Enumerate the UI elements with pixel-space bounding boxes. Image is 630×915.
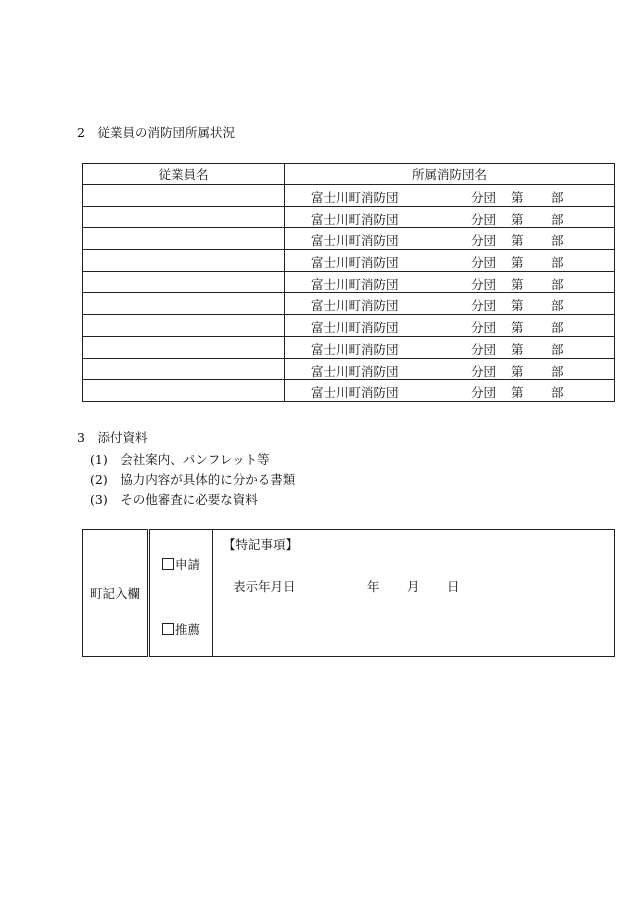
table-row xyxy=(83,271,615,293)
table-row xyxy=(83,358,615,380)
recommend-checkbox[interactable] xyxy=(162,620,200,638)
application-type-cell xyxy=(149,530,213,657)
brigade-corps-text: 富士川町消防団 xyxy=(311,363,399,379)
brigade-branch-text: 分団 xyxy=(471,190,497,205)
brigade-corps-text: 富士川町消防団 xyxy=(311,385,399,401)
brigade-dai-text: 第 xyxy=(511,341,524,357)
brigade-corps-text: 富士川町消防団 xyxy=(311,255,399,271)
employee-fire-brigade-table xyxy=(82,163,615,402)
brigade-bu-text: 部 xyxy=(551,190,564,205)
brigade-bu-text: 部 xyxy=(551,341,564,357)
display-date-label: 表示年月日 xyxy=(233,579,296,594)
brigade-cell xyxy=(285,250,615,272)
employee-name-cell[interactable] xyxy=(83,250,285,272)
brigade-branch-text: 分団 xyxy=(471,320,497,336)
header-brigade-name: 所属消防団名 xyxy=(285,164,615,185)
town-use-label: 町記入欄 xyxy=(83,530,149,657)
brigade-branch-text: 分団 xyxy=(471,255,497,271)
section3-heading: 3 添付資料 xyxy=(77,430,148,445)
brigade-cell xyxy=(285,336,615,358)
brigade-dai-text: 第 xyxy=(511,211,524,227)
employee-name-cell[interactable] xyxy=(83,293,285,315)
town-use-box xyxy=(82,529,615,657)
attachment-item-2: (2) 協力内容が具体的に分かる書類 xyxy=(90,472,296,487)
year-label: 年 xyxy=(367,579,380,594)
brigade-branch-text: 分団 xyxy=(471,363,497,379)
brigade-corps-text: 富士川町消防団 xyxy=(311,211,399,227)
brigade-branch-text: 分団 xyxy=(471,341,497,357)
header-employee-name: 従業員名 xyxy=(83,164,285,185)
employee-name-cell[interactable] xyxy=(83,336,285,358)
employee-name-cell[interactable] xyxy=(83,358,285,380)
brigade-dai-text: 第 xyxy=(511,276,524,292)
table-row xyxy=(83,206,615,228)
employee-name-cell[interactable] xyxy=(83,380,285,402)
employee-name-cell[interactable] xyxy=(83,271,285,293)
brigade-branch-text: 分団 xyxy=(471,233,497,249)
brigade-dai-text: 第 xyxy=(511,385,524,401)
table-row xyxy=(83,250,615,272)
brigade-dai-text: 第 xyxy=(511,190,524,205)
brigade-cell xyxy=(285,206,615,228)
brigade-bu-text: 部 xyxy=(551,255,564,271)
brigade-bu-text: 部 xyxy=(551,363,564,379)
employee-name-cell[interactable] xyxy=(83,206,285,228)
apply-checkbox[interactable] xyxy=(162,555,200,573)
brigade-corps-text: 富士川町消防団 xyxy=(311,320,399,336)
brigade-cell xyxy=(285,228,615,250)
table-row xyxy=(83,293,615,315)
attachment-item-3: (3) その他審査に必要な資料 xyxy=(90,492,258,507)
brigade-dai-text: 第 xyxy=(511,363,524,379)
table-header-row xyxy=(83,164,615,185)
table-row xyxy=(83,380,615,402)
brigade-cell xyxy=(285,380,615,402)
employee-name-cell[interactable] xyxy=(83,185,285,207)
brigade-bu-text: 部 xyxy=(551,298,564,314)
brigade-bu-text: 部 xyxy=(551,233,564,249)
apply-label: 申請 xyxy=(175,557,201,572)
table-row xyxy=(83,185,615,207)
brigade-corps-text: 富士川町消防団 xyxy=(311,341,399,357)
day-label: 日 xyxy=(447,579,460,594)
brigade-dai-text: 第 xyxy=(511,320,524,336)
brigade-branch-text: 分団 xyxy=(471,276,497,292)
recommend-label: 推薦 xyxy=(175,622,201,637)
brigade-bu-text: 部 xyxy=(551,320,564,336)
employee-name-cell[interactable] xyxy=(83,315,285,337)
brigade-dai-text: 第 xyxy=(511,233,524,249)
table-row xyxy=(83,228,615,250)
section2-heading: 2 従業員の消防団所属状況 xyxy=(77,125,235,140)
brigade-dai-text: 第 xyxy=(511,255,524,271)
month-label: 月 xyxy=(407,579,420,594)
brigade-corps-text: 富士川町消防団 xyxy=(311,298,399,314)
brigade-bu-text: 部 xyxy=(551,276,564,292)
brigade-cell xyxy=(285,271,615,293)
checkbox-square-icon xyxy=(162,558,174,570)
brigade-cell xyxy=(285,293,615,315)
employee-name-cell[interactable] xyxy=(83,228,285,250)
brigade-branch-text: 分団 xyxy=(471,211,497,227)
brigade-branch-text: 分団 xyxy=(471,298,497,314)
brigade-dai-text: 第 xyxy=(511,298,524,314)
brigade-corps-text: 富士川町消防団 xyxy=(311,190,399,205)
table-row xyxy=(83,315,615,337)
special-notes-cell xyxy=(213,530,615,657)
brigade-corps-text: 富士川町消防団 xyxy=(311,276,399,292)
special-notes-heading: 【特記事項】 xyxy=(223,537,299,552)
brigade-cell xyxy=(285,185,615,207)
brigade-bu-text: 部 xyxy=(551,385,564,401)
brigade-bu-text: 部 xyxy=(551,211,564,227)
brigade-branch-text: 分団 xyxy=(471,385,497,401)
attachment-item-1: (1) 会社案内、パンフレット等 xyxy=(90,452,270,467)
table-row xyxy=(83,336,615,358)
brigade-cell xyxy=(285,315,615,337)
brigade-corps-text: 富士川町消防団 xyxy=(311,233,399,249)
brigade-cell xyxy=(285,358,615,380)
checkbox-square-icon xyxy=(162,623,174,635)
